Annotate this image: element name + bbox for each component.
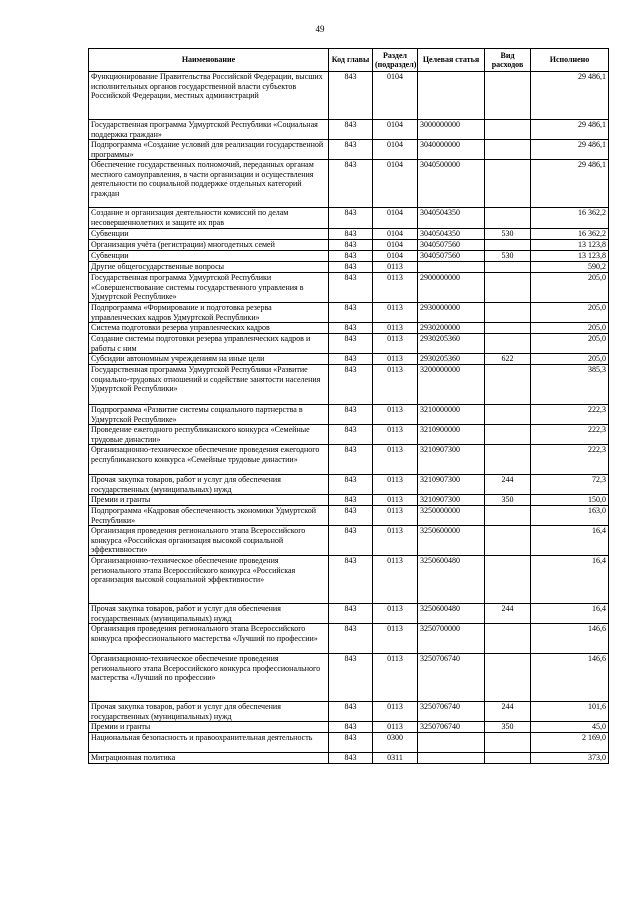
cell-type [485, 365, 531, 405]
cell-code: 843 [329, 506, 373, 526]
budget-table [88, 48, 609, 764]
cell-name: Национальная безопасность и правоохранительная деятельность [89, 733, 329, 753]
cell-article: 3040504350 [418, 229, 485, 240]
cell-code: 843 [329, 273, 373, 303]
cell-code: 843 [329, 654, 373, 702]
cell-type [485, 445, 531, 475]
cell-section: 0113 [373, 475, 418, 495]
table-row [89, 495, 609, 506]
cell-article: 3040000000 [418, 140, 485, 160]
table-row [89, 405, 609, 425]
cell-article: 3250706740 [418, 702, 485, 722]
cell-code: 843 [329, 475, 373, 495]
cell-name: Организация проведения регионального этапа Всероссийского конкурса «Российская организация высокой социальной эффективности» [89, 526, 329, 556]
cell-type: 530 [485, 229, 531, 240]
table-row [89, 120, 609, 140]
cell-code: 843 [329, 702, 373, 722]
table-body [89, 72, 609, 764]
cell-name: Премии и гранты [89, 722, 329, 733]
cell-code: 843 [329, 354, 373, 365]
table-row [89, 722, 609, 733]
cell-section: 0113 [373, 556, 418, 604]
cell-code: 843 [329, 733, 373, 753]
cell-executed: 16,4 [531, 556, 609, 604]
cell-article: 3040507560 [418, 240, 485, 251]
cell-code: 843 [329, 624, 373, 654]
cell-section: 0113 [373, 495, 418, 506]
cell-name: Функционирование Правительства Российской Федерации, высших исполнительных органов государственной власти субъектов Российской Федерации, местных администраций [89, 72, 329, 120]
cell-executed: 385,3 [531, 365, 609, 405]
cell-name: Организационно-техническое обеспечение проведения регионального этапа Всероссийского конкурса «Российская организация высокой социальной эффективности» [89, 556, 329, 604]
cell-article: 2900000000 [418, 273, 485, 303]
cell-type [485, 273, 531, 303]
cell-article: 3250600480 [418, 556, 485, 604]
table-row [89, 445, 609, 475]
cell-type [485, 334, 531, 354]
table-row [89, 365, 609, 405]
cell-code: 843 [329, 753, 373, 764]
cell-name: Создание системы подготовки резерва управленческих кадров и работы с ним [89, 334, 329, 354]
cell-executed: 29 486,1 [531, 140, 609, 160]
cell-article: 3210907300 [418, 445, 485, 475]
cell-executed: 205,0 [531, 354, 609, 365]
cell-type [485, 526, 531, 556]
cell-type: 244 [485, 604, 531, 624]
cell-name: Премии и гранты [89, 495, 329, 506]
cell-section: 0104 [373, 72, 418, 120]
cell-article: 3210907300 [418, 495, 485, 506]
cell-name: Организация проведения регионального этапа Всероссийского конкурса профессионального мастерства «Лучший по профессии» [89, 624, 329, 654]
cell-type [485, 262, 531, 273]
cell-code: 843 [329, 229, 373, 240]
cell-executed: 205,0 [531, 323, 609, 334]
cell-code: 843 [329, 303, 373, 323]
cell-section: 0104 [373, 120, 418, 140]
cell-section: 0113 [373, 722, 418, 733]
cell-executed: 146,6 [531, 654, 609, 702]
table-row [89, 654, 609, 702]
header-section: Раздел (подраздел) [373, 49, 418, 72]
table-row [89, 506, 609, 526]
cell-type: 350 [485, 495, 531, 506]
cell-executed: 222,3 [531, 445, 609, 475]
cell-executed: 13 123,8 [531, 251, 609, 262]
cell-name: Прочая закупка товаров, работ и услуг для обеспечения государственных (муниципальных) нужд [89, 702, 329, 722]
cell-section: 0113 [373, 425, 418, 445]
cell-name: Государственная программа Удмуртской Республики «Развитие социально-трудовых отношений и содействие занятости населения Удмуртской Республики» [89, 365, 329, 405]
cell-article: 2930000000 [418, 303, 485, 323]
cell-code: 843 [329, 160, 373, 208]
cell-name: Организационно-техническое обеспечение проведения ежегодного республиканского конкурса «Семейные трудовые династии» [89, 445, 329, 475]
cell-article: 3250000000 [418, 506, 485, 526]
table-row [89, 702, 609, 722]
cell-type [485, 506, 531, 526]
cell-name: Прочая закупка товаров, работ и услуг для обеспечения государственных (муниципальных) нужд [89, 475, 329, 495]
cell-type [485, 120, 531, 140]
cell-article: 2930205360 [418, 354, 485, 365]
cell-article: 3250700000 [418, 624, 485, 654]
cell-section: 0113 [373, 273, 418, 303]
cell-type [485, 303, 531, 323]
cell-section: 0104 [373, 160, 418, 208]
cell-code: 843 [329, 140, 373, 160]
cell-type [485, 753, 531, 764]
cell-article: 3250600480 [418, 604, 485, 624]
cell-section: 0113 [373, 654, 418, 702]
cell-section: 0104 [373, 240, 418, 251]
table-row [89, 733, 609, 753]
cell-type [485, 140, 531, 160]
cell-article: 2930205360 [418, 334, 485, 354]
cell-name: Организационно-техническое обеспечение проведения регионального этапа Всероссийского конкурса профессионального мастерства «Лучший по профессии» [89, 654, 329, 702]
cell-code: 843 [329, 425, 373, 445]
header-executed: Исполнено [531, 49, 609, 72]
cell-article: 3040500000 [418, 160, 485, 208]
table-row [89, 208, 609, 229]
cell-type: 622 [485, 354, 531, 365]
cell-section: 0113 [373, 445, 418, 475]
cell-executed: 590,2 [531, 262, 609, 273]
table-row [89, 425, 609, 445]
cell-article: 3210000000 [418, 405, 485, 425]
table-row [89, 229, 609, 240]
cell-article: 3250706740 [418, 722, 485, 733]
cell-code: 843 [329, 251, 373, 262]
table-row [89, 72, 609, 120]
table-row [89, 556, 609, 604]
cell-type [485, 425, 531, 445]
cell-section: 0104 [373, 251, 418, 262]
table-row [89, 303, 609, 323]
cell-executed: 45,0 [531, 722, 609, 733]
cell-code: 843 [329, 604, 373, 624]
cell-article: 3210907300 [418, 475, 485, 495]
table-row [89, 475, 609, 495]
cell-name: Обеспечение государственных полномочий, переданных органам местного самоуправления, в части организации и осуществления деятельности по социальной поддержке отдельных категорий граждан [89, 160, 329, 208]
cell-section: 0113 [373, 702, 418, 722]
cell-section: 0300 [373, 733, 418, 753]
cell-executed: 13 123,8 [531, 240, 609, 251]
cell-name: Миграционная политика [89, 753, 329, 764]
cell-type [485, 733, 531, 753]
cell-executed: 163,0 [531, 506, 609, 526]
cell-article: 2930200000 [418, 323, 485, 334]
cell-type [485, 405, 531, 425]
cell-article: 3210900000 [418, 425, 485, 445]
cell-name: Государственная программа Удмуртской Республики «Социальная поддержка граждан» [89, 120, 329, 140]
header-name: Наименование [89, 49, 329, 72]
cell-article [418, 733, 485, 753]
cell-type [485, 323, 531, 334]
cell-article: 3200000000 [418, 365, 485, 405]
cell-section: 0113 [373, 506, 418, 526]
cell-code: 843 [329, 365, 373, 405]
cell-code: 843 [329, 334, 373, 354]
cell-executed: 16 362,2 [531, 229, 609, 240]
table-row [89, 604, 609, 624]
cell-code: 843 [329, 556, 373, 604]
table-header [89, 49, 609, 72]
cell-section: 0311 [373, 753, 418, 764]
cell-name: Субвенции [89, 229, 329, 240]
header-code: Код главы [329, 49, 373, 72]
cell-executed: 16,4 [531, 604, 609, 624]
cell-article [418, 262, 485, 273]
cell-section: 0104 [373, 140, 418, 160]
cell-executed: 205,0 [531, 334, 609, 354]
table-row [89, 354, 609, 365]
table-row [89, 334, 609, 354]
cell-code: 843 [329, 722, 373, 733]
table-row [89, 526, 609, 556]
cell-type: 244 [485, 702, 531, 722]
page-number: 49 [315, 24, 325, 34]
cell-name: Подпрограмма «Формирование и подготовка резерва управленческих кадров Удмуртской Республики» [89, 303, 329, 323]
cell-type [485, 208, 531, 229]
cell-name: Субсидии автономным учреждениям на иные цели [89, 354, 329, 365]
cell-code: 843 [329, 208, 373, 229]
cell-article: 3250706740 [418, 654, 485, 702]
cell-executed: 29 486,1 [531, 160, 609, 208]
cell-code: 843 [329, 240, 373, 251]
cell-name: Проведение ежегодного республиканского конкурса «Семейные трудовые династии» [89, 425, 329, 445]
cell-executed: 373,0 [531, 753, 609, 764]
cell-article: 3250600000 [418, 526, 485, 556]
cell-executed: 146,6 [531, 624, 609, 654]
table-row [89, 624, 609, 654]
cell-executed: 150,0 [531, 495, 609, 506]
cell-type [485, 654, 531, 702]
cell-executed: 222,3 [531, 425, 609, 445]
cell-article [418, 753, 485, 764]
cell-article [418, 72, 485, 120]
cell-type [485, 556, 531, 604]
cell-name: Государственная программа Удмуртской Республики «Совершенствование системы государственного управления в Удмуртской Республике» [89, 273, 329, 303]
cell-section: 0113 [373, 526, 418, 556]
cell-name: Создание и организация деятельности комиссий по делам несовершеннолетних и защите их прав [89, 208, 329, 229]
cell-name: Подпрограмма «Развитие системы социального партнерства в Удмуртской Республике» [89, 405, 329, 425]
table-row [89, 140, 609, 160]
cell-executed: 16 362,2 [531, 208, 609, 229]
cell-name: Подпрограмма «Создание условий для реализации государственной программы» [89, 140, 329, 160]
cell-section: 0113 [373, 354, 418, 365]
cell-section: 0113 [373, 323, 418, 334]
cell-executed: 29 486,1 [531, 120, 609, 140]
cell-section: 0113 [373, 405, 418, 425]
cell-type [485, 72, 531, 120]
table-row [89, 753, 609, 764]
cell-type [485, 240, 531, 251]
cell-executed: 222,3 [531, 405, 609, 425]
cell-name: Субвенции [89, 251, 329, 262]
cell-code: 843 [329, 405, 373, 425]
cell-code: 843 [329, 526, 373, 556]
cell-code: 843 [329, 120, 373, 140]
cell-code: 843 [329, 445, 373, 475]
cell-executed: 72,3 [531, 475, 609, 495]
table-row [89, 160, 609, 208]
cell-type: 530 [485, 251, 531, 262]
cell-section: 0113 [373, 334, 418, 354]
cell-section: 0113 [373, 604, 418, 624]
cell-code: 843 [329, 495, 373, 506]
header-article: Целевая статья [418, 49, 485, 72]
cell-type [485, 624, 531, 654]
cell-executed: 2 169,0 [531, 733, 609, 753]
cell-section: 0104 [373, 229, 418, 240]
cell-section: 0113 [373, 262, 418, 273]
cell-type: 244 [485, 475, 531, 495]
cell-article: 3040507560 [418, 251, 485, 262]
cell-executed: 101,6 [531, 702, 609, 722]
cell-section: 0104 [373, 208, 418, 229]
cell-executed: 205,0 [531, 303, 609, 323]
header-type: Вид расходов [485, 49, 531, 72]
cell-article: 3040504350 [418, 208, 485, 229]
cell-code: 843 [329, 323, 373, 334]
header-row [89, 49, 609, 72]
cell-code: 843 [329, 72, 373, 120]
cell-executed: 205,0 [531, 273, 609, 303]
cell-section: 0113 [373, 303, 418, 323]
cell-name: Система подготовки резерва управленческих кадров [89, 323, 329, 334]
cell-type [485, 160, 531, 208]
table-row [89, 251, 609, 262]
cell-article: 3000000000 [418, 120, 485, 140]
cell-name: Другие общегосударственные вопросы [89, 262, 329, 273]
cell-code: 843 [329, 262, 373, 273]
table-row [89, 240, 609, 251]
cell-executed: 29 486,1 [531, 72, 609, 120]
cell-name: Подпрограмма «Кадровая обеспеченность экономики Удмуртской Республики» [89, 506, 329, 526]
cell-section: 0113 [373, 365, 418, 405]
table-row [89, 262, 609, 273]
table-row [89, 273, 609, 303]
cell-type: 350 [485, 722, 531, 733]
cell-name: Прочая закупка товаров, работ и услуг для обеспечения государственных (муниципальных) нужд [89, 604, 329, 624]
cell-executed: 16,4 [531, 526, 609, 556]
table-row [89, 323, 609, 334]
cell-name: Организация учёта (регистрации) многодетных семей [89, 240, 329, 251]
cell-section: 0113 [373, 624, 418, 654]
